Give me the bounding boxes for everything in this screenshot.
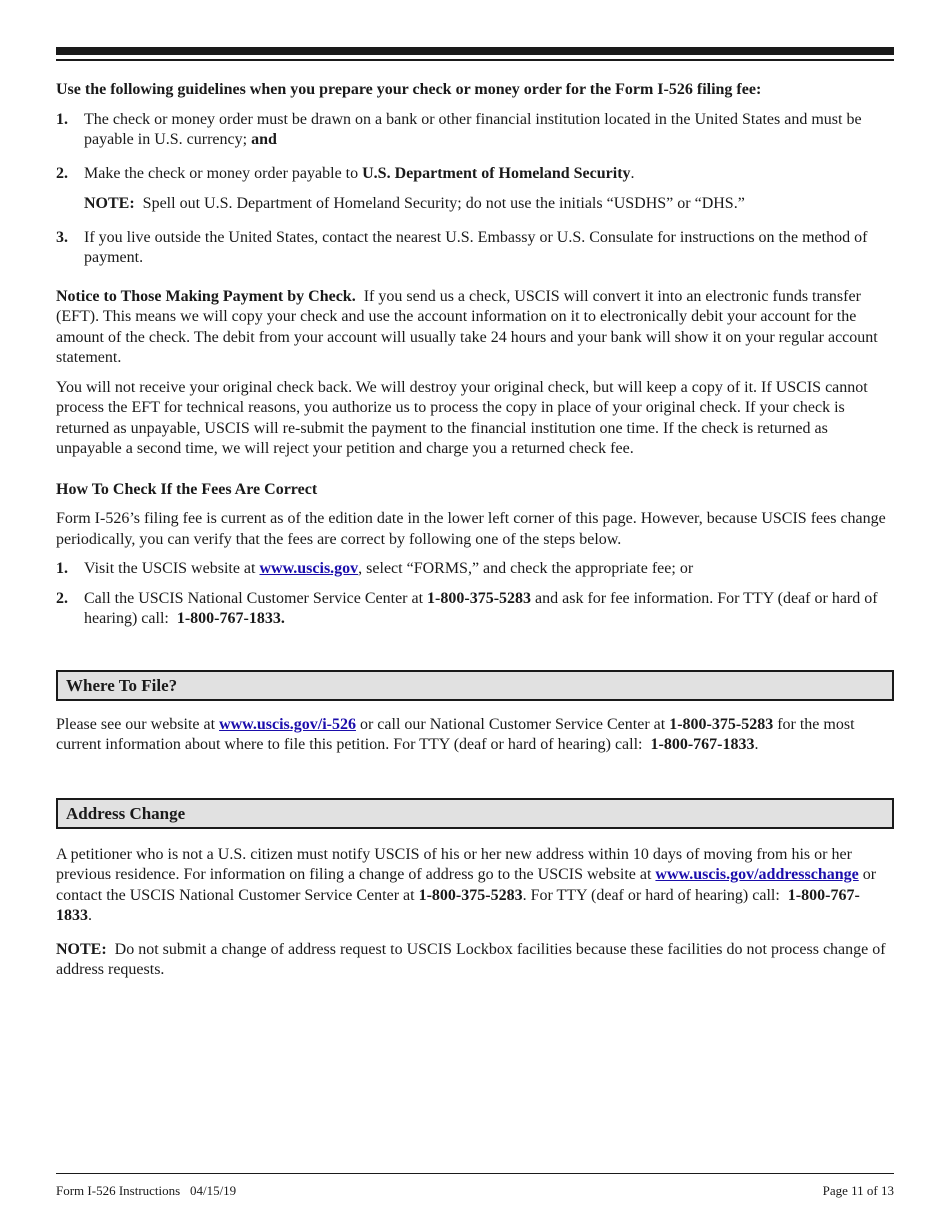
- notice-text: If you send us a check, USCIS will convert it into an electronic funds transfer (EFT). This means we will copy your check and use the account information on it to electronically debit your account for the amount of the check. The debit from your account will usually take 24 hours and your bank will show it on your regular account statement.: [56, 287, 878, 366]
- address-pre: A petitioner who is not a U.S. citizen must notify USCIS of his or her new address within 10 days of moving from his or her previous residence. For information on filing a change of address go to the USCIS website at: [56, 845, 852, 883]
- where-end: .: [754, 736, 759, 753]
- service-center-phone: 1-800-375-5283: [669, 715, 774, 733]
- check-notice-para2: You will not receive your original check back. We will destroy your original check, but will keep a copy of it. If USCIS cannot process the EFT for technical reasons, you authorize us to process the copy in place of your original check. If your check is returned as unpayable, USCIS will re-submit the payment to the financial institution one time. If the check is returned as unpayable a second time, we will reject your petition and charge you a returned check fee.: [56, 378, 868, 457]
- item-number: 3.: [56, 228, 68, 246]
- address-change-link[interactable]: www.uscis.gov/addresschange: [655, 866, 859, 883]
- note-text: Spell out U.S. Department of Homeland Security; do not use the initials “USDHS” or “DHS.”: [142, 195, 745, 212]
- item-text: Call the USCIS National Customer Service Center at: [84, 589, 424, 607]
- fees-item-1: [56, 559, 894, 580]
- header-rule-thin: [56, 59, 894, 61]
- footer-page-number: Page 11 of 13: [822, 1183, 894, 1198]
- item-text: Make the check or money order payable to: [84, 164, 359, 182]
- where-mid2: for the most current information about where to file this petition. For TTY (deaf or hard of hearing) call:: [56, 715, 855, 753]
- address-note: [56, 940, 894, 981]
- where-mid: or call our National Customer Service Center at: [359, 715, 666, 733]
- item-number: 2.: [56, 164, 68, 182]
- where-pre: Please see our website at: [56, 715, 216, 733]
- payee-name: U.S. Department of Homeland Security: [362, 164, 631, 182]
- i526-link[interactable]: www.uscis.gov/i-526: [219, 715, 356, 733]
- item-number: 2.: [56, 589, 68, 607]
- guidelines-intro: Use the following guidelines when you prepare your check or money order for the Form I-526 filing fee:: [56, 81, 762, 98]
- item-mid: and ask for fee information. For TTY (deaf or hard of hearing) call:: [84, 589, 878, 627]
- tty-phone: 1-800-767-1833: [650, 736, 755, 753]
- item-tail: .: [630, 164, 635, 182]
- footer-rule: [56, 1173, 894, 1174]
- note-label: NOTE:: [84, 195, 135, 212]
- uscis-website-link[interactable]: www.uscis.gov: [259, 560, 359, 577]
- payee-note: [84, 194, 894, 215]
- service-center-phone: 1-800-375-5283: [418, 886, 523, 904]
- service-center-phone: 1-800-375-5283: [427, 589, 532, 607]
- tty-phone: 1-800-767-1833: [56, 886, 860, 924]
- item-text: If you live outside the United States, contact the nearest U.S. Embassy or U.S. Consulate for instructions on the method of payment.: [84, 228, 868, 266]
- where-to-file-text: [56, 715, 894, 756]
- guideline-item-1: [56, 110, 894, 151]
- address-change-text: [56, 845, 894, 927]
- tty-phone: 1-800-767-1833.: [176, 610, 285, 627]
- note-text: Do not submit a change of address request to USCIS Lockbox facilities because these facilities do not process change of address requests.: [56, 940, 886, 978]
- header-rule-thick: [56, 47, 894, 55]
- guideline-item-2: [56, 164, 894, 215]
- fees-intro: Form I-526’s filing fee is current as of the edition date in the lower left corner of this page. However, because USCIS fees change periodically, you can verify that the fees are correct by following one of the steps below.: [56, 510, 886, 548]
- where-to-file-header: Where To File?: [56, 670, 894, 701]
- item-text: The check or money order must be drawn on a bank or other financial institution located in the United States and must be payable in U.S. currency;: [84, 110, 862, 148]
- note-label: NOTE:: [56, 940, 107, 958]
- item-bold-tail: and: [251, 131, 277, 148]
- address-change-header: Address Change: [56, 798, 894, 829]
- address-mid: or contact the USCIS National Customer Service Center at: [56, 866, 877, 904]
- item-text: Visit the USCIS website at: [84, 560, 256, 577]
- fees-heading: How To Check If the Fees Are Correct: [56, 480, 318, 498]
- address-mid2: . For TTY (deaf or hard of hearing) call:: [522, 886, 780, 904]
- footer-form-edition: Form I-526 Instructions 04/15/19: [56, 1183, 237, 1198]
- document-body: [56, 80, 894, 990]
- item-number: 1.: [56, 560, 68, 577]
- item-number: 1.: [56, 110, 68, 128]
- item-tail: , select “FORMS,” and check the appropriate fee; or: [358, 560, 694, 577]
- fees-item-2: [56, 589, 894, 630]
- notice-label: Notice to Those Making Payment by Check.: [56, 287, 356, 305]
- check-notice: [56, 287, 894, 369]
- guideline-item-3: [56, 228, 894, 269]
- address-end: .: [88, 907, 92, 924]
